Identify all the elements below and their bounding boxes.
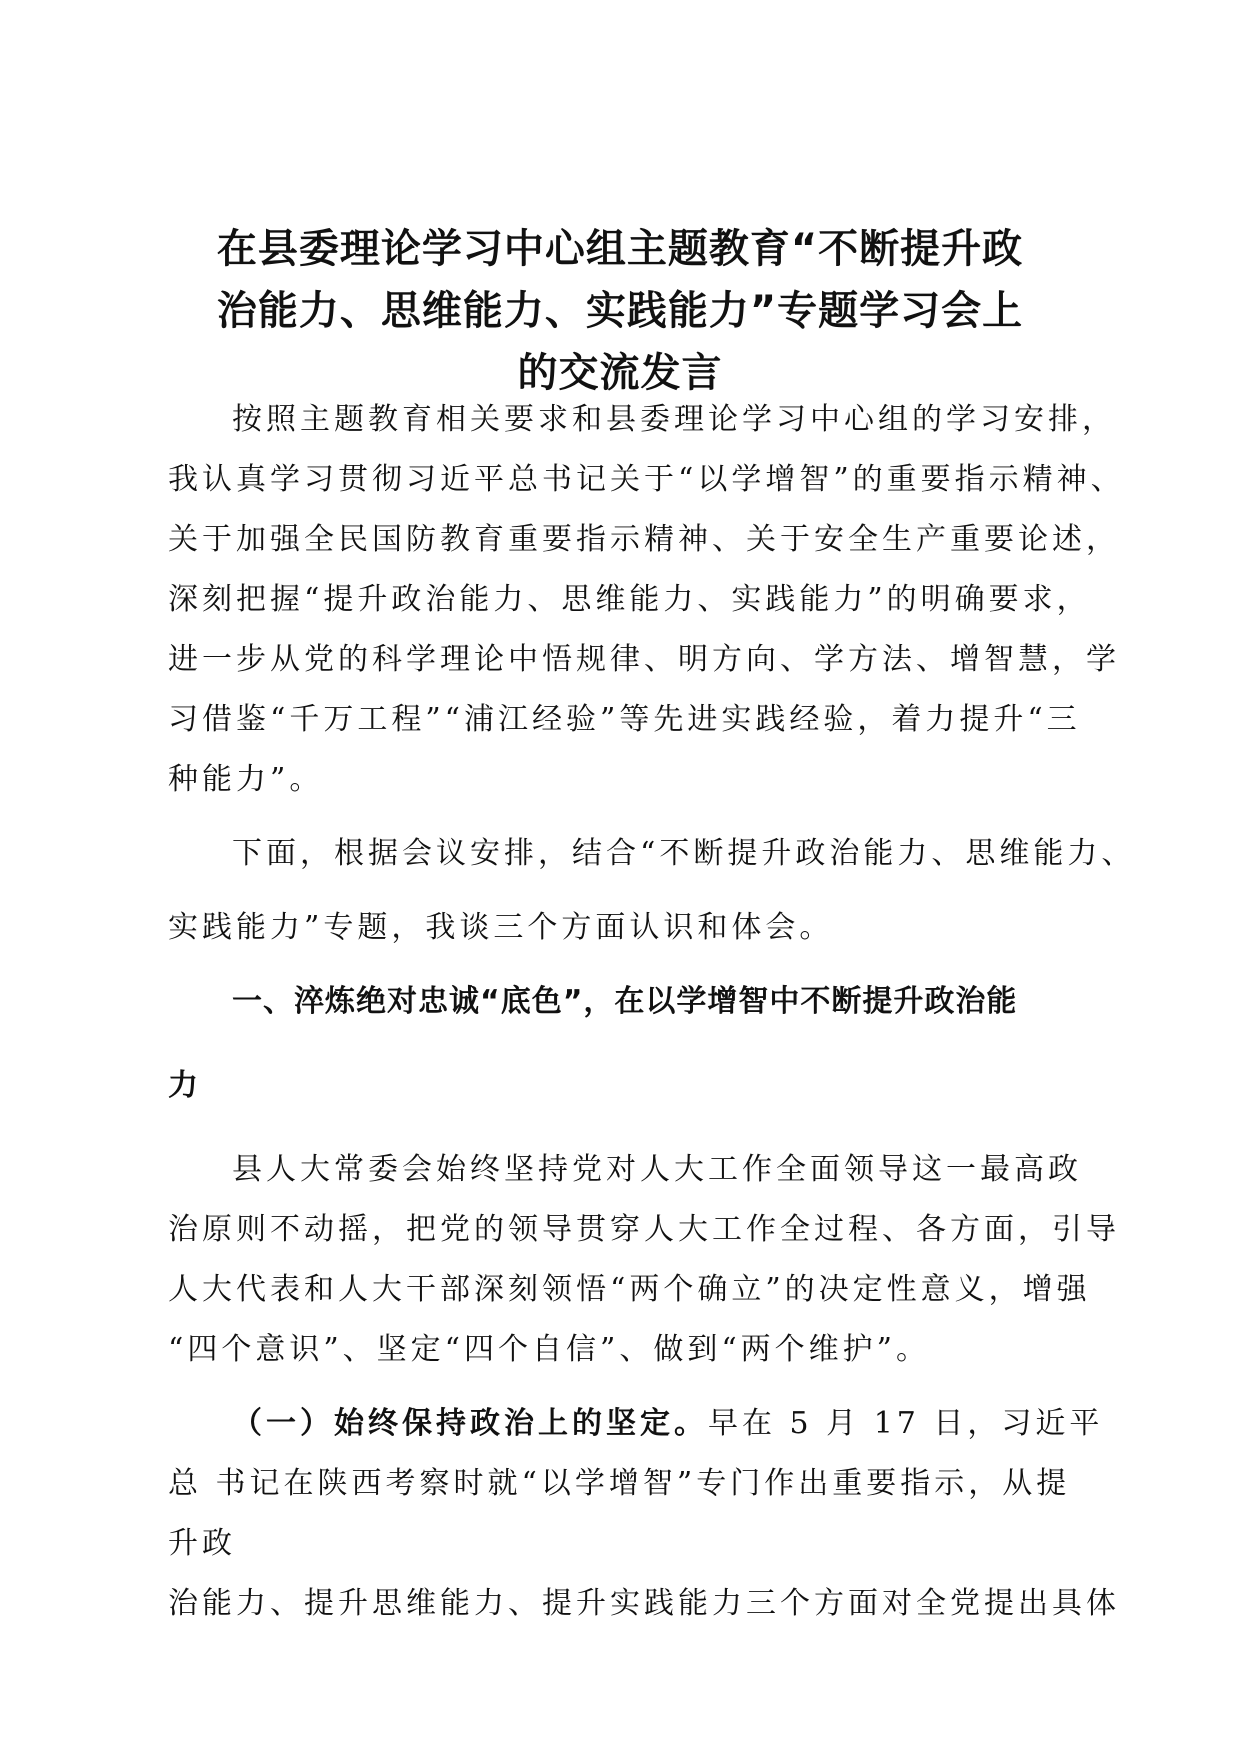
text-line: 实践能力”专题，我谈三个方面认识和体会。 (168, 910, 834, 945)
text-line (168, 1404, 1104, 1444)
paragraph-subsection-1 (168, 1404, 1120, 1624)
text-line: 深刻把握“提升政治能力、思维能力、实践能力”的明确要求， (168, 582, 1091, 617)
paragraph-section-1 (168, 1150, 1120, 1370)
subsection-lead-text: 早在 5 月 17 日，习近平 (708, 1406, 1104, 1441)
title-line: 的交流发言 (517, 350, 723, 396)
document-body (168, 400, 1136, 1644)
text-line: 关于加强全民国防教育重要指示精神、关于安全生产重要论述， (168, 522, 1120, 557)
heading-line: 一、淬炼绝对忠诚“底色”，在以学增智中不断提升政治能 (232, 984, 1018, 1019)
paragraph-intro (168, 400, 1125, 800)
text-line: 我认真学习贯彻习近平总书记关于“以学增智”的重要指示精神、 (168, 462, 1125, 497)
title-line: 在县委理论学习中心组主题教育“不断提升政 (216, 226, 1024, 272)
text-line: 治能力、提升思维能力、提升实践能力三个方面对全党提出具体 (168, 1586, 1120, 1621)
subsection-heading: （一）始终保持政治上的坚定。 (232, 1406, 708, 1441)
text-line: 升政 (168, 1526, 236, 1561)
title-line: 治能力、思维能力、实践能力”专题学习会上 (216, 288, 1024, 334)
text-line: 治原则不动摇，把党的领导贯穿人大工作全过程、各方面，引导 (168, 1212, 1120, 1247)
text-line: 按照主题教育相关要求和县委理论学习中心组的学习安排， (232, 402, 1116, 437)
text-line: 下面，根据会议安排，结合“不断提升政治能力、思维能力、 (232, 836, 1136, 871)
paragraph-arrangement (168, 834, 1136, 948)
text-line: “四个意识”、坚定“四个自信”、做到“两个维护”。 (168, 1332, 931, 1367)
text-line: 人大代表和人大干部深刻领悟“两个确立”的决定性意义，增强 (168, 1272, 1091, 1307)
text-line: 总 书记在陕西考察时就“以学增智”专门作出重要指示，从提 (168, 1466, 1071, 1501)
heading-line: 力 (168, 1068, 199, 1103)
section-heading-1 (168, 982, 1088, 1106)
text-line: 县人大常委会始终坚持党对人大工作全面领导这一最高政 (232, 1152, 1082, 1187)
text-line: 习借鉴“千万工程”“浦江经验”等先进实践经验，着力提升“三 (168, 702, 1081, 737)
text-line: 种能力”。 (168, 762, 324, 797)
text-line: 进一步从党的科学理论中悟规律、明方向、学方法、增智慧，学 (168, 642, 1120, 677)
document-title (160, 218, 1080, 404)
